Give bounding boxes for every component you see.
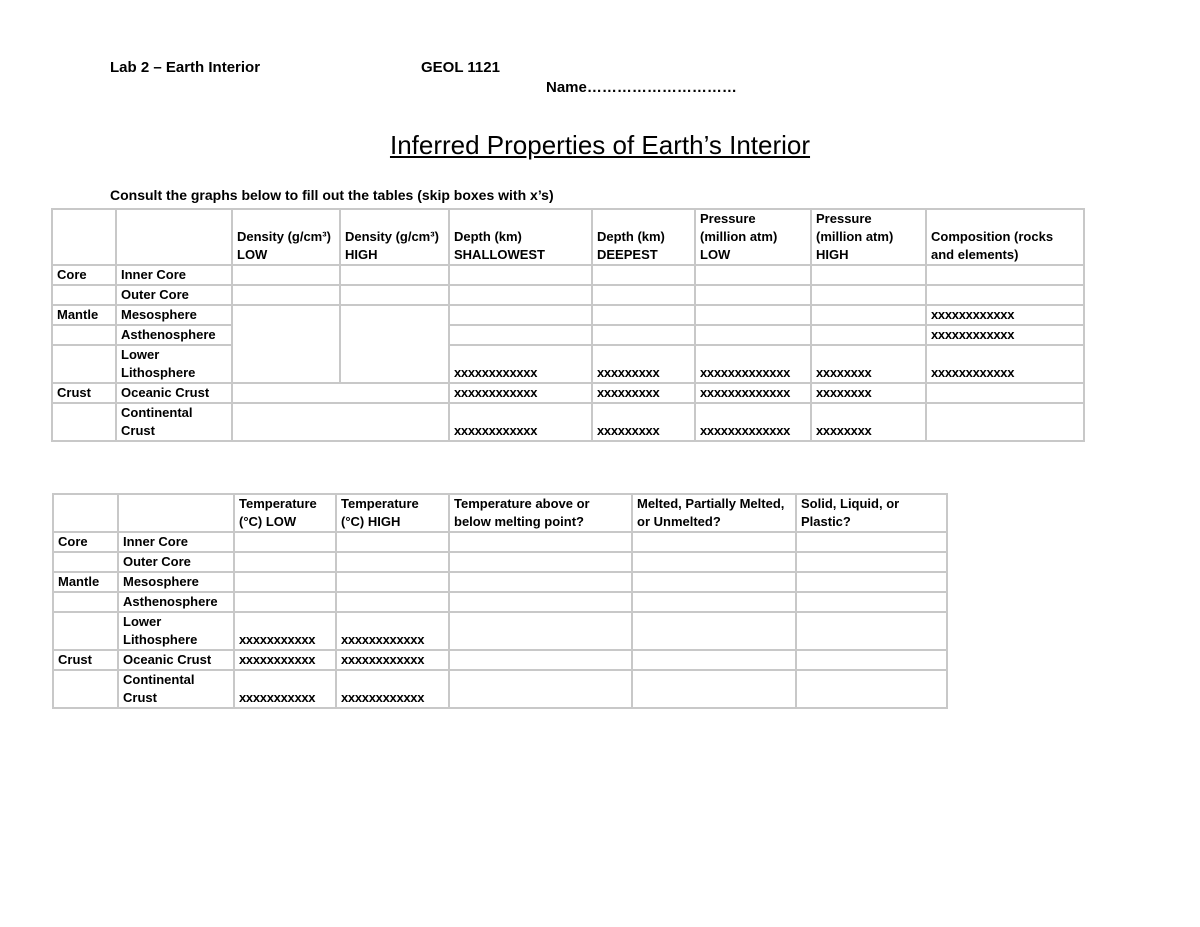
group-label-core: Core [53, 532, 118, 552]
group-cell [52, 325, 116, 345]
input-cell[interactable] [796, 532, 947, 552]
skip-cell: xxxxxxxxxxxx [336, 612, 449, 650]
input-cell[interactable] [340, 265, 449, 285]
input-cell[interactable] [449, 305, 592, 325]
crust-density-cell[interactable] [232, 383, 449, 403]
input-cell[interactable] [232, 265, 340, 285]
table-row [53, 650, 947, 670]
skip-cell: xxxxxxxxxxxx [336, 670, 449, 708]
table-row [52, 383, 1084, 403]
mantle-density-low-cell[interactable] [232, 305, 340, 383]
layer-label-lower-lithosphere: Lower Lithosphere [118, 612, 234, 650]
input-cell[interactable] [796, 650, 947, 670]
input-cell[interactable] [926, 403, 1084, 441]
layer-label-outer-core: Outer Core [118, 552, 234, 572]
input-cell[interactable] [336, 572, 449, 592]
header-composition: Composition (rocks and elements) [926, 209, 1084, 265]
input-cell[interactable] [926, 383, 1084, 403]
skip-cell: xxxxxxxxxxxx [926, 345, 1084, 383]
input-cell[interactable] [796, 552, 947, 572]
name-field[interactable]: Name………………………… [546, 79, 737, 96]
input-cell[interactable] [449, 612, 632, 650]
group-label-mantle: Mantle [53, 572, 118, 592]
layer-label-inner-core: Inner Core [116, 265, 232, 285]
skip-cell: xxxxxxxxxxx [234, 612, 336, 650]
course-code: GEOL 1121 [421, 59, 500, 76]
crust-density-cell[interactable] [232, 403, 449, 441]
header-cell [118, 494, 234, 532]
table-row [53, 572, 947, 592]
group-cell [53, 670, 118, 708]
input-cell[interactable] [811, 325, 926, 345]
table-row [52, 403, 1084, 441]
input-cell[interactable] [632, 552, 796, 572]
input-cell[interactable] [592, 325, 695, 345]
input-cell[interactable] [449, 592, 632, 612]
input-cell[interactable] [632, 612, 796, 650]
input-cell[interactable] [449, 670, 632, 708]
input-cell[interactable] [811, 265, 926, 285]
input-cell[interactable] [449, 285, 592, 305]
mantle-density-high-cell[interactable] [340, 305, 449, 383]
skip-cell: xxxxxxxxxxxx [926, 305, 1084, 325]
group-cell [52, 285, 116, 305]
layer-label-outer-core: Outer Core [116, 285, 232, 305]
header-temp-low: Temperature (°C) LOW [234, 494, 336, 532]
header-cell [52, 209, 116, 265]
group-label-core: Core [52, 265, 116, 285]
header-pressure-low: Pressure (million atm) LOW [695, 209, 811, 265]
header-melted: Melted, Partially Melted, or Unmelted? [632, 494, 796, 532]
input-cell[interactable] [811, 305, 926, 325]
instructions: Consult the graphs below to fill out the tables (skip boxes with x’s) [110, 187, 554, 203]
input-cell[interactable] [449, 265, 592, 285]
input-cell[interactable] [232, 285, 340, 305]
input-cell[interactable] [796, 612, 947, 650]
input-cell[interactable] [234, 552, 336, 572]
skip-cell: xxxxxxxxxxxx [336, 650, 449, 670]
input-cell[interactable] [632, 670, 796, 708]
table-row [52, 285, 1084, 305]
table-row [52, 265, 1084, 285]
table-row [52, 305, 1084, 325]
skip-cell: xxxxxxxxxxxx [449, 383, 592, 403]
skip-cell: xxxxxxxxx [592, 383, 695, 403]
input-cell[interactable] [811, 285, 926, 305]
input-cell[interactable] [926, 265, 1084, 285]
input-cell[interactable] [234, 532, 336, 552]
input-cell[interactable] [796, 572, 947, 592]
input-cell[interactable] [695, 305, 811, 325]
group-cell [52, 403, 116, 441]
skip-cell: xxxxxxxxx [592, 403, 695, 441]
input-cell[interactable] [336, 552, 449, 572]
header-pressure-high: Pressure (million atm) HIGH [811, 209, 926, 265]
table-row [53, 532, 947, 552]
properties-table [51, 208, 1085, 442]
temperature-table [52, 493, 948, 709]
header-row [52, 209, 1084, 265]
input-cell[interactable] [632, 532, 796, 552]
input-cell[interactable] [796, 670, 947, 708]
input-cell[interactable] [449, 552, 632, 572]
layer-label-continental-crust: Continental Crust [118, 670, 234, 708]
lab-title: Lab 2 – Earth Interior [110, 59, 261, 76]
skip-cell: xxxxxxxxxxxxx [695, 403, 811, 441]
layer-label-inner-core: Inner Core [118, 532, 234, 552]
table-row [53, 612, 947, 650]
input-cell[interactable] [449, 650, 632, 670]
header-depth-shallowest: Depth (km) SHALLOWEST [449, 209, 592, 265]
header-cell [53, 494, 118, 532]
input-cell[interactable] [340, 285, 449, 305]
input-cell[interactable] [926, 285, 1084, 305]
input-cell[interactable] [632, 650, 796, 670]
input-cell[interactable] [234, 592, 336, 612]
group-cell [52, 345, 116, 383]
input-cell[interactable] [449, 572, 632, 592]
skip-cell: xxxxxxxx [811, 345, 926, 383]
header-melting-point: Temperature above or below melting point? [449, 494, 632, 532]
layer-label-lower-lithosphere: Lower Lithosphere [116, 345, 232, 383]
layer-label-continental-crust: Continental Crust [116, 403, 232, 441]
header-temp-high: Temperature (°C) HIGH [336, 494, 449, 532]
input-cell[interactable] [592, 305, 695, 325]
input-cell[interactable] [449, 532, 632, 552]
skip-cell: xxxxxxxxxxxx [449, 345, 592, 383]
header-state: Solid, Liquid, or Plastic? [796, 494, 947, 532]
header-density-low: Density (g/cm³) LOW [232, 209, 340, 265]
layer-label-mesosphere: Mesosphere [118, 572, 234, 592]
input-cell[interactable] [449, 325, 592, 345]
layer-label-oceanic-crust: Oceanic Crust [116, 383, 232, 403]
skip-cell: xxxxxxxxxxx [234, 650, 336, 670]
skip-cell: xxxxxxxx [811, 403, 926, 441]
group-cell [53, 592, 118, 612]
table-row [52, 325, 1084, 345]
header-row [53, 494, 947, 532]
group-label-crust: Crust [52, 383, 116, 403]
input-cell[interactable] [796, 592, 947, 612]
header-cell [116, 209, 232, 265]
group-cell [53, 612, 118, 650]
skip-cell: xxxxxxxxx [592, 345, 695, 383]
table-row [53, 670, 947, 708]
input-cell[interactable] [695, 325, 811, 345]
skip-cell: xxxxxxxxxxxxx [695, 345, 811, 383]
page-title: Inferred Properties of Earth’s Interior [389, 130, 811, 160]
skip-cell: xxxxxxxxxxxx [926, 325, 1084, 345]
skip-cell: xxxxxxxxxxxxx [695, 383, 811, 403]
group-cell [53, 552, 118, 572]
header-depth-deepest: Depth (km) DEEPEST [592, 209, 695, 265]
layer-label-asthenosphere: Asthenosphere [118, 592, 234, 612]
table-row [53, 552, 947, 572]
table-row [52, 345, 1084, 383]
table-row [53, 592, 947, 612]
group-label-mantle: Mantle [52, 305, 116, 325]
input-cell[interactable] [336, 532, 449, 552]
input-cell[interactable] [695, 265, 811, 285]
input-cell[interactable] [592, 265, 695, 285]
layer-label-oceanic-crust: Oceanic Crust [118, 650, 234, 670]
input-cell[interactable] [632, 592, 796, 612]
header-density-high: Density (g/cm³) HIGH [340, 209, 449, 265]
input-cell[interactable] [336, 592, 449, 612]
skip-cell: xxxxxxxxxxxx [449, 403, 592, 441]
skip-cell: xxxxxxxx [811, 383, 926, 403]
input-cell[interactable] [695, 285, 811, 305]
skip-cell: xxxxxxxxxxx [234, 670, 336, 708]
group-label-crust: Crust [53, 650, 118, 670]
layer-label-mesosphere: Mesosphere [116, 305, 232, 325]
layer-label-asthenosphere: Asthenosphere [116, 325, 232, 345]
input-cell[interactable] [632, 572, 796, 592]
input-cell[interactable] [592, 285, 695, 305]
input-cell[interactable] [234, 572, 336, 592]
